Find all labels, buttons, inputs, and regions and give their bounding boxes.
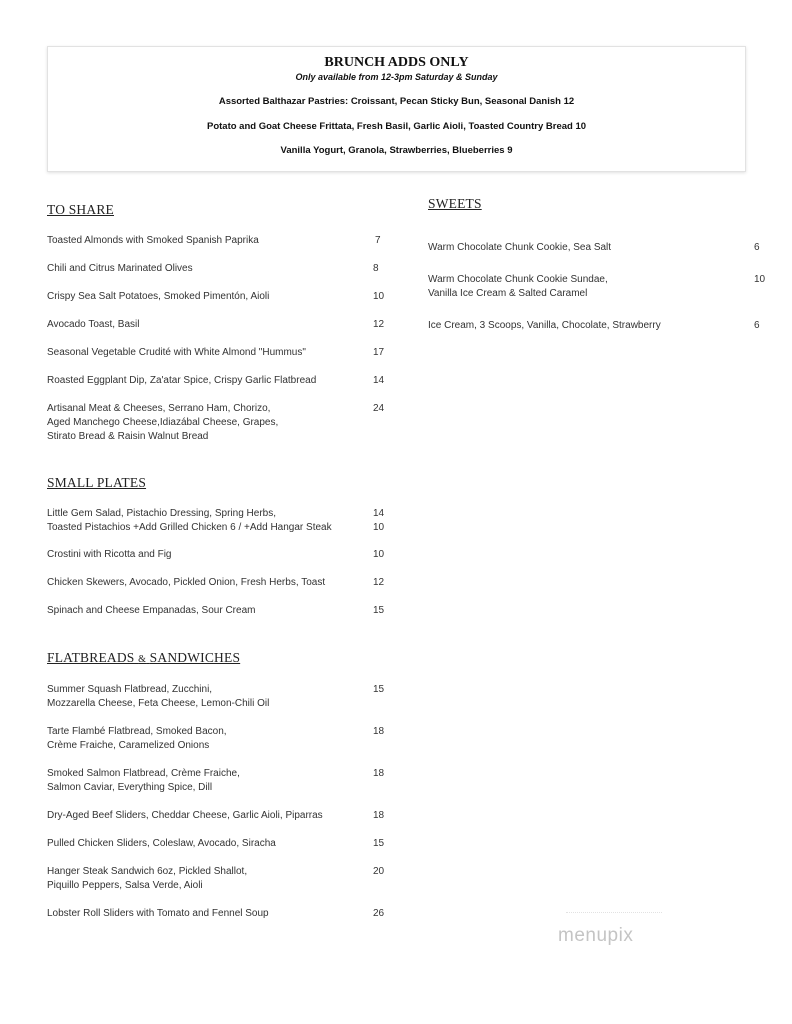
menu-item xyxy=(47,346,385,360)
item-description: Crème Fraiche, Caramelized Onions xyxy=(47,740,210,751)
brunch-item: Assorted Balthazar Pastries: Croissant, Pecan Sticky Bun, Seasonal Danish 12 xyxy=(218,96,575,107)
item-description: Pulled Chicken Sliders, Coleslaw, Avocado, Siracha xyxy=(47,838,276,849)
item-description: Chili and Citrus Marinated Olives xyxy=(47,263,193,274)
item-description: Stirato Bread & Raisin Walnut Bread xyxy=(47,431,209,442)
item-price: 10 xyxy=(373,291,385,302)
item-description: Crostini with Ricotta and Fig xyxy=(47,549,172,560)
item-price: 14 xyxy=(373,508,385,519)
item-price: 20 xyxy=(373,866,385,877)
item-description: Chicken Skewers, Avocado, Pickled Onion, Fresh Herbs, Toast xyxy=(47,577,326,588)
item-description: Warm Chocolate Chunk Cookie Sundae, xyxy=(428,274,608,285)
flatbreads-heading-tail: SANDWICHES xyxy=(149,650,241,665)
to-share-heading: TO SHARE xyxy=(47,202,114,217)
flatbreads-heading-amp: & xyxy=(138,654,147,665)
menupix-watermark: menupix xyxy=(558,925,634,946)
item-description: Hanger Steak Sandwich 6oz, Pickled Shallot, xyxy=(47,866,248,877)
item-price: 15 xyxy=(373,605,385,616)
item-price: 17 xyxy=(373,347,385,358)
item-price: 18 xyxy=(373,768,385,779)
item-price-addon: 10 xyxy=(373,522,385,533)
item-price: 6 xyxy=(754,242,760,253)
menu-item xyxy=(47,262,379,276)
item-price: 12 xyxy=(373,577,385,588)
menu-item xyxy=(47,604,385,618)
menu-item xyxy=(47,809,385,823)
menu-item xyxy=(47,725,385,753)
item-price: 7 xyxy=(375,235,381,246)
item-description: Smoked Salmon Flatbread, Crème Fraiche, xyxy=(47,768,240,779)
item-price: 26 xyxy=(373,908,385,919)
item-price: 10 xyxy=(754,274,766,285)
item-price: 8 xyxy=(373,263,379,274)
item-description: Salmon Caviar, Everything Spice, Dill xyxy=(47,782,213,793)
item-description: Seasonal Vegetable Crudité with White Almond "Hummus" xyxy=(47,347,306,358)
menu-item xyxy=(47,374,385,388)
menu-item xyxy=(428,241,760,255)
item-price: 10 xyxy=(373,549,385,560)
brunch-subtitle: Only available from 12-3pm Saturday & Sunday xyxy=(295,72,498,82)
item-description: Warm Chocolate Chunk Cookie, Sea Salt xyxy=(428,242,612,253)
item-price: 14 xyxy=(373,375,385,386)
item-price: 15 xyxy=(373,684,385,695)
item-description: Dry-Aged Beef Sliders, Cheddar Cheese, Garlic Aioli, Piparras xyxy=(47,810,323,821)
menu-item xyxy=(47,548,385,562)
item-price: 18 xyxy=(373,810,385,821)
menu-item xyxy=(47,402,385,444)
menu-item xyxy=(47,318,385,332)
item-description: Crispy Sea Salt Potatoes, Smoked Pimentón, Aioli xyxy=(47,291,270,302)
sweets-heading: SWEETS xyxy=(428,196,482,211)
menu-item xyxy=(47,907,385,921)
brunch-adds-box xyxy=(47,46,746,172)
brunch-item: Potato and Goat Cheese Frittata, Fresh Basil, Garlic Aioli, Toasted Country Bread 10 xyxy=(206,121,587,132)
brunch-title: BRUNCH ADDS ONLY xyxy=(324,55,469,70)
item-description: Piquillo Peppers, Salsa Verde, Aioli xyxy=(47,880,203,891)
item-description: Spinach and Cheese Empanadas, Sour Cream xyxy=(47,605,256,616)
item-description: Mozzarella Cheese, Feta Cheese, Lemon-Chili Oil xyxy=(47,698,270,709)
menu-item xyxy=(47,865,385,893)
menu-item xyxy=(47,507,385,535)
item-description: Tarte Flambé Flatbread, Smoked Bacon, xyxy=(47,726,227,737)
item-description: Toasted Pistachios +Add Grilled Chicken 6 / +Add Hangar Steak xyxy=(47,522,332,533)
item-description: Toasted Almonds with Smoked Spanish Paprika xyxy=(47,235,259,246)
item-description: Avocado Toast, Basil xyxy=(47,319,140,330)
item-description: Little Gem Salad, Pistachio Dressing, Spring Herbs, xyxy=(47,508,276,519)
watermark-divider xyxy=(566,912,662,915)
menu-item xyxy=(428,273,766,301)
item-price: 15 xyxy=(373,838,385,849)
item-description: Ice Cream, 3 Scoops, Vanilla, Chocolate, Strawberry xyxy=(428,320,661,331)
brunch-item: Vanilla Yogurt, Granola, Strawberries, Blueberries 9 xyxy=(280,145,513,156)
menu-item xyxy=(428,319,760,333)
item-description: Roasted Eggplant Dip, Za'atar Spice, Crispy Garlic Flatbread xyxy=(47,375,317,386)
item-price: 24 xyxy=(373,403,385,414)
flatbreads-heading xyxy=(47,650,240,666)
menu-item xyxy=(47,290,385,304)
item-description: Artisanal Meat & Cheeses, Serrano Ham, Chorizo, xyxy=(47,403,271,414)
menu-item xyxy=(47,837,385,851)
item-description: Aged Manchego Cheese,Idiazábal Cheese, Grapes, xyxy=(47,417,279,428)
item-description: Vanilla Ice Cream & Salted Caramel xyxy=(428,288,588,299)
small-plates-heading: SMALL PLATES xyxy=(47,475,147,490)
menu-item xyxy=(47,683,385,711)
item-price: 18 xyxy=(373,726,385,737)
item-description: Lobster Roll Sliders with Tomato and Fennel Soup xyxy=(47,908,269,919)
menu-item xyxy=(47,767,385,795)
item-description: Summer Squash Flatbread, Zucchini, xyxy=(47,684,213,695)
menu-item xyxy=(47,234,381,248)
menu-item xyxy=(47,576,385,590)
flatbreads-heading-main: FLATBREADS xyxy=(47,650,135,665)
item-price: 6 xyxy=(754,320,760,331)
item-price: 12 xyxy=(373,319,385,330)
